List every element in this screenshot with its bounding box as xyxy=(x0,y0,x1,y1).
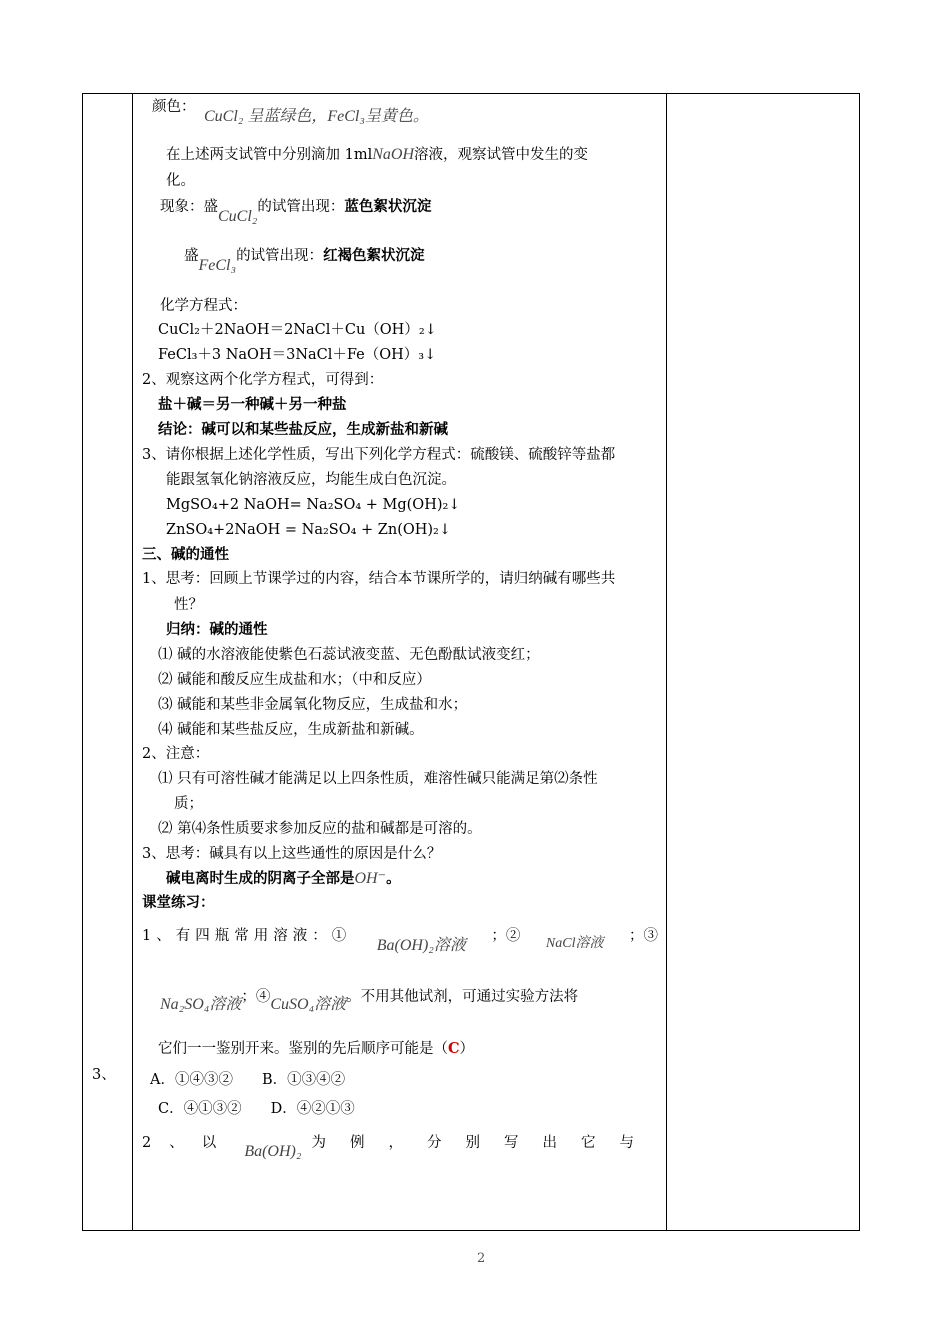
phenomenon-cucl2: 现象：盛CuCl₂的试管出现：蓝色絮状沉淀 xyxy=(160,199,432,225)
equation-fecl3: FeCl₃＋3 NaOH＝3NaCl＋Fe（OH）₃↓ xyxy=(158,347,437,363)
practice-heading: 课堂练习： xyxy=(142,895,215,911)
note-heading: 2、注意： xyxy=(142,746,210,762)
column-divider-left xyxy=(132,93,133,1231)
instruction-line-cont: 化。 xyxy=(166,173,195,189)
phenomenon-fecl3: 盛FeCl₃的试管出现：红褐色絮状沉淀 xyxy=(184,248,425,274)
summary-heading: 归纳：碱的通性 xyxy=(166,622,268,638)
exercise-2: 2、以 Ba(OH)₂ 为例，分别写出它与 xyxy=(142,1135,658,1160)
think-3-answer: 碱电离时生成的阴离子全部是OH⁻。 xyxy=(166,870,401,887)
rule-salt-base: 盐＋碱＝另一种碱＋另一种盐 xyxy=(158,397,347,413)
equation-mgso4: MgSO₄+2 NaOH= Na₂SO₄ + Mg(OH)₂↓ xyxy=(166,497,461,513)
options-cd: C．④①③② D．④②①③ xyxy=(158,1101,355,1117)
note-1-cont: 质； xyxy=(174,796,203,812)
equation-cucl2: CuCl₂＋2NaOH＝2NaCl＋Cu（OH）₂↓ xyxy=(158,322,437,338)
think-1: 1、思考：回顾上节课学过的内容，结合本节课所学的，请归纳碱有哪些共 xyxy=(142,571,616,587)
section-heading: 三、碱的通性 xyxy=(142,547,229,563)
property-2: ⑵ 碱能和酸反应生成盐和水；（中和反应） xyxy=(158,672,431,688)
instruction-line: 在上述两支试管中分别滴加 1mlNaOH溶液，观察试管中发生的变 xyxy=(166,146,589,163)
page-number: 2 xyxy=(477,1251,486,1266)
property-4: ⑷ 碱能和某些盐反应，生成新盐和新碱。 xyxy=(158,722,424,738)
task-3: 3、请你根据上述化学性质，写出下列化学方程式：硫酸镁、硫酸锌等盐都 xyxy=(142,447,616,463)
row-label: 3、 xyxy=(92,1067,116,1083)
equation-znso4: ZnSO₄+2NaOH = Na₂SO₄ + Zn(OH)₂↓ xyxy=(166,522,452,538)
exercise-1-line-2: Na₂SO₄溶液；④CuSO₄溶液。不用其他试剂，可通过实验方法将 xyxy=(160,989,579,1013)
task-3-cont: 能跟氢氧化钠溶液反应，均能生成白色沉淀。 xyxy=(166,472,456,488)
property-3: ⑶ 碱能和某些非金属氧化物反应，生成盐和水； xyxy=(158,697,468,713)
exercise-1: 1、有四瓶常用溶液：① Ba(OH)₂溶液 ；② NaCl溶液 ；③ xyxy=(142,928,658,954)
think-1-cont: 性？ xyxy=(174,597,203,613)
options-ab: A．①④③② B．①③④② xyxy=(150,1072,346,1088)
exercise-1-question: 它们一一鉴别开来。鉴别的先后顺序可能是（C） xyxy=(158,1040,475,1057)
observe-heading: 2、观察这两个化学方程式，可得到： xyxy=(142,372,384,388)
equation-heading: 化学方程式： xyxy=(160,298,247,314)
color-description: CuCl₂ 呈蓝绿色，FeCl₃呈黄色。 xyxy=(204,108,429,125)
conclusion: 结论：碱可以和某些盐反应，生成新盐和新碱 xyxy=(158,422,448,438)
color-label: 颜色： xyxy=(152,99,196,115)
think-3: 3、思考：碱具有以上这些通性的原因是什么？ xyxy=(142,846,442,862)
column-divider-right xyxy=(666,93,667,1231)
property-1: ⑴ 碱的水溶液能使紫色石蕊试液变蓝、无色酚酞试液变红； xyxy=(158,647,540,663)
note-1: ⑴ 只有可溶性碱才能满足以上四条性质，难溶性碱只能满足第⑵条性 xyxy=(158,771,598,787)
note-2: ⑵ 第⑷条性质要求参加反应的盐和碱都是可溶的。 xyxy=(158,821,482,837)
